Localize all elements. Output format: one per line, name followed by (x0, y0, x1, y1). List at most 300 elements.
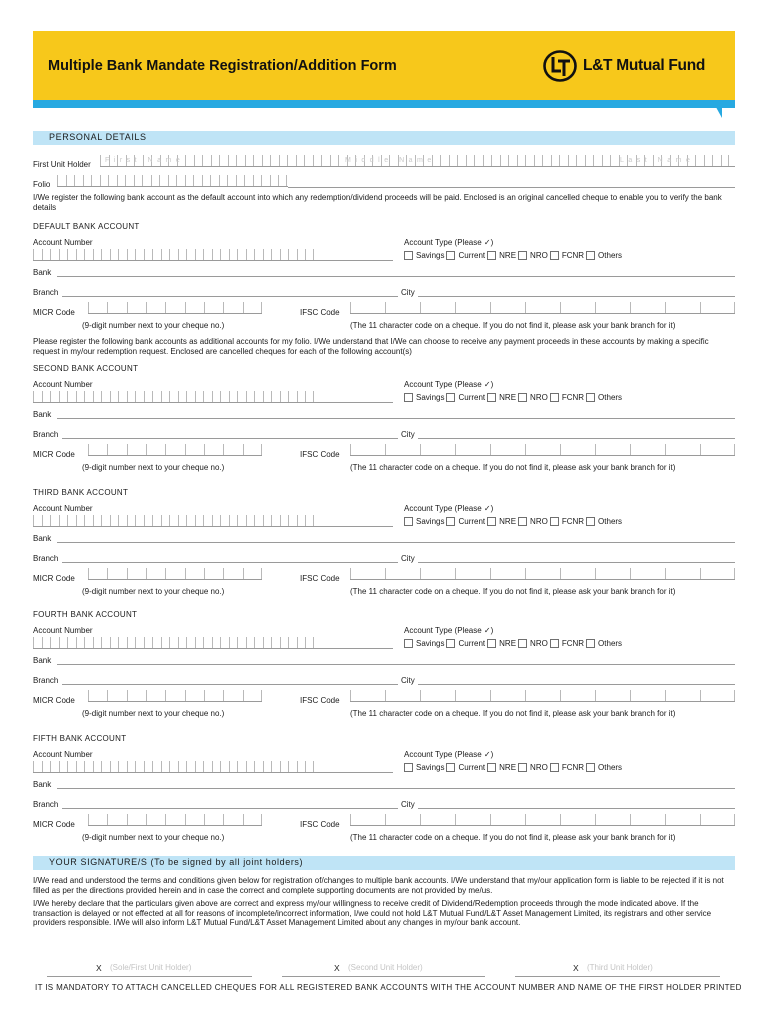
account-type-option[interactable] (550, 639, 584, 648)
char-box[interactable] (67, 249, 76, 260)
char-box[interactable] (630, 568, 665, 579)
name-char-box[interactable] (551, 155, 560, 166)
account-type-option[interactable] (487, 251, 516, 260)
char-box[interactable] (297, 515, 306, 526)
char-box[interactable] (204, 690, 223, 701)
char-box[interactable] (127, 814, 146, 825)
char-box[interactable] (117, 175, 126, 186)
char-box[interactable] (107, 568, 126, 579)
account-type-option[interactable] (518, 393, 548, 402)
char-box[interactable] (50, 761, 59, 772)
char-box[interactable] (110, 515, 119, 526)
name-char-box[interactable] (525, 155, 534, 166)
char-box[interactable] (455, 444, 490, 455)
char-box[interactable] (146, 814, 165, 825)
char-box[interactable] (280, 761, 289, 772)
char-box[interactable] (50, 249, 59, 260)
char-box[interactable] (455, 814, 490, 825)
char-box[interactable] (630, 302, 665, 313)
char-box[interactable] (288, 391, 297, 402)
name-char-box[interactable] (491, 155, 500, 166)
checkbox[interactable] (550, 251, 559, 260)
char-box[interactable] (127, 568, 146, 579)
char-box[interactable] (254, 637, 263, 648)
char-box[interactable] (67, 515, 76, 526)
account-type-option[interactable] (404, 393, 444, 402)
name-char-box[interactable] (517, 155, 526, 166)
account-type-option[interactable] (487, 517, 516, 526)
char-box[interactable] (118, 249, 127, 260)
name-char-box[interactable] (262, 155, 271, 166)
char-box[interactable] (101, 249, 110, 260)
char-box[interactable] (125, 175, 134, 186)
char-box[interactable] (212, 391, 221, 402)
char-box[interactable] (33, 637, 42, 648)
char-box[interactable] (261, 175, 270, 186)
char-box[interactable] (42, 249, 51, 260)
char-box[interactable] (243, 568, 262, 579)
char-box[interactable] (178, 391, 187, 402)
name-char-box[interactable] (602, 155, 611, 166)
checkbox[interactable] (586, 763, 595, 772)
char-box[interactable] (229, 515, 238, 526)
char-box[interactable] (297, 249, 306, 260)
name-char-box[interactable] (695, 155, 704, 166)
char-box[interactable] (178, 249, 187, 260)
char-box[interactable] (243, 444, 262, 455)
char-box[interactable] (297, 761, 306, 772)
char-box[interactable] (270, 175, 279, 186)
char-box[interactable] (350, 568, 385, 579)
char-box[interactable] (185, 690, 204, 701)
char-box[interactable] (254, 515, 263, 526)
char-box[interactable] (59, 761, 68, 772)
char-box[interactable] (203, 761, 212, 772)
name-char-box[interactable] (721, 155, 730, 166)
name-char-box[interactable] (449, 155, 458, 166)
char-box[interactable] (455, 568, 490, 579)
char-box[interactable] (118, 391, 127, 402)
account-type-option[interactable] (446, 639, 485, 648)
char-box[interactable] (127, 761, 136, 772)
char-box[interactable] (700, 444, 735, 455)
char-box[interactable] (229, 249, 238, 260)
char-box[interactable] (127, 690, 146, 701)
city-field[interactable] (418, 808, 735, 809)
char-box[interactable] (84, 761, 93, 772)
char-box[interactable] (350, 302, 385, 313)
char-box[interactable] (210, 175, 219, 186)
char-box[interactable] (146, 568, 165, 579)
char-box[interactable] (254, 249, 263, 260)
account-type-option[interactable] (487, 763, 516, 772)
char-box[interactable] (76, 249, 85, 260)
char-box[interactable] (220, 249, 229, 260)
char-box[interactable] (595, 568, 630, 579)
char-box[interactable] (560, 814, 595, 825)
char-box[interactable] (146, 444, 165, 455)
name-char-box[interactable] (236, 155, 245, 166)
char-box[interactable] (144, 249, 153, 260)
char-box[interactable] (101, 515, 110, 526)
char-box[interactable] (203, 249, 212, 260)
checkbox[interactable] (404, 517, 413, 526)
char-box[interactable] (280, 515, 289, 526)
signature-third-holder[interactable] (515, 962, 720, 978)
char-box[interactable] (161, 391, 170, 402)
account-number-field[interactable] (33, 761, 393, 773)
char-box[interactable] (237, 761, 246, 772)
char-box[interactable] (152, 637, 161, 648)
char-box[interactable] (254, 761, 263, 772)
char-box[interactable] (93, 761, 102, 772)
char-box[interactable] (220, 761, 229, 772)
char-box[interactable] (161, 637, 170, 648)
char-box[interactable] (169, 761, 178, 772)
char-box[interactable] (146, 302, 165, 313)
account-type-option[interactable] (550, 763, 584, 772)
char-box[interactable] (490, 302, 525, 313)
checkbox[interactable] (487, 639, 496, 648)
micr-code-field[interactable] (88, 814, 262, 826)
char-box[interactable] (152, 515, 161, 526)
char-box[interactable] (223, 302, 242, 313)
char-box[interactable] (107, 302, 126, 313)
char-box[interactable] (76, 391, 85, 402)
char-box[interactable] (665, 302, 700, 313)
char-box[interactable] (280, 249, 289, 260)
char-box[interactable] (490, 690, 525, 701)
char-box[interactable] (229, 761, 238, 772)
char-box[interactable] (169, 391, 178, 402)
name-char-box[interactable] (287, 155, 296, 166)
char-box[interactable] (278, 175, 287, 186)
char-box[interactable] (176, 175, 185, 186)
char-box[interactable] (118, 637, 127, 648)
char-box[interactable] (76, 637, 85, 648)
bank-name-field[interactable] (57, 542, 735, 543)
char-box[interactable] (244, 175, 253, 186)
char-box[interactable] (223, 568, 242, 579)
city-field[interactable] (418, 296, 735, 297)
char-box[interactable] (165, 814, 184, 825)
char-box[interactable] (84, 637, 93, 648)
char-box[interactable] (42, 637, 51, 648)
char-box[interactable] (665, 444, 700, 455)
name-char-box[interactable] (466, 155, 475, 166)
checkbox[interactable] (518, 639, 527, 648)
char-box[interactable] (193, 175, 202, 186)
checkbox[interactable] (586, 251, 595, 260)
checkbox[interactable] (586, 517, 595, 526)
char-box[interactable] (127, 302, 146, 313)
branch-field[interactable] (62, 438, 398, 439)
char-box[interactable] (305, 637, 314, 648)
char-box[interactable] (350, 444, 385, 455)
char-box[interactable] (186, 761, 195, 772)
char-box[interactable] (161, 249, 170, 260)
checkbox[interactable] (446, 517, 455, 526)
name-char-box[interactable] (279, 155, 288, 166)
char-box[interactable] (420, 690, 455, 701)
char-box[interactable] (237, 249, 246, 260)
char-box[interactable] (33, 249, 42, 260)
char-box[interactable] (420, 302, 455, 313)
char-box[interactable] (243, 814, 262, 825)
char-box[interactable] (42, 391, 51, 402)
char-box[interactable] (135, 391, 144, 402)
char-box[interactable] (212, 515, 221, 526)
char-box[interactable] (67, 637, 76, 648)
char-box[interactable] (195, 391, 204, 402)
char-box[interactable] (630, 444, 665, 455)
char-box[interactable] (42, 515, 51, 526)
char-box[interactable] (127, 249, 136, 260)
name-char-box[interactable] (704, 155, 713, 166)
ifsc-code-field[interactable] (350, 690, 735, 702)
checkbox[interactable] (518, 517, 527, 526)
account-type-option[interactable] (446, 251, 485, 260)
char-box[interactable] (57, 175, 66, 186)
account-type-option[interactable] (446, 517, 485, 526)
char-box[interactable] (525, 814, 560, 825)
name-char-box[interactable] (270, 155, 279, 166)
char-box[interactable] (84, 391, 93, 402)
account-type-option[interactable] (586, 251, 622, 260)
micr-code-field[interactable] (88, 568, 262, 580)
char-box[interactable] (169, 249, 178, 260)
name-char-box[interactable] (457, 155, 466, 166)
char-box[interactable] (142, 175, 151, 186)
char-box[interactable] (127, 444, 146, 455)
name-char-box[interactable] (610, 155, 619, 166)
checkbox[interactable] (487, 251, 496, 260)
char-box[interactable] (595, 690, 630, 701)
char-box[interactable] (385, 302, 420, 313)
char-box[interactable] (246, 515, 255, 526)
char-box[interactable] (288, 249, 297, 260)
char-box[interactable] (93, 249, 102, 260)
char-box[interactable] (33, 391, 42, 402)
char-box[interactable] (165, 302, 184, 313)
char-box[interactable] (220, 391, 229, 402)
char-box[interactable] (151, 175, 160, 186)
char-box[interactable] (490, 444, 525, 455)
char-box[interactable] (152, 249, 161, 260)
char-box[interactable] (350, 814, 385, 825)
char-box[interactable] (665, 690, 700, 701)
name-char-box[interactable] (321, 155, 330, 166)
city-field[interactable] (418, 438, 735, 439)
char-box[interactable] (178, 515, 187, 526)
char-box[interactable] (195, 515, 204, 526)
char-box[interactable] (455, 690, 490, 701)
account-type-option[interactable] (518, 517, 548, 526)
name-char-box[interactable] (500, 155, 509, 166)
char-box[interactable] (246, 249, 255, 260)
checkbox[interactable] (446, 393, 455, 402)
char-box[interactable] (700, 690, 735, 701)
char-box[interactable] (204, 302, 223, 313)
bank-name-field[interactable] (57, 418, 735, 419)
account-type-option[interactable] (404, 517, 444, 526)
micr-code-field[interactable] (88, 302, 262, 314)
char-box[interactable] (101, 391, 110, 402)
char-box[interactable] (212, 761, 221, 772)
char-box[interactable] (76, 761, 85, 772)
account-type-option[interactable] (586, 763, 622, 772)
char-box[interactable] (202, 175, 211, 186)
branch-field[interactable] (62, 808, 398, 809)
char-box[interactable] (127, 515, 136, 526)
char-box[interactable] (271, 515, 280, 526)
char-box[interactable] (88, 568, 107, 579)
name-char-box[interactable] (712, 155, 721, 166)
char-box[interactable] (100, 175, 109, 186)
char-box[interactable] (385, 444, 420, 455)
char-box[interactable] (144, 761, 153, 772)
name-char-box[interactable] (568, 155, 577, 166)
char-box[interactable] (107, 444, 126, 455)
char-box[interactable] (144, 515, 153, 526)
char-box[interactable] (525, 690, 560, 701)
char-box[interactable] (74, 175, 83, 186)
account-number-field[interactable] (33, 515, 393, 527)
char-box[interactable] (305, 515, 314, 526)
char-box[interactable] (135, 515, 144, 526)
name-char-box[interactable] (330, 155, 339, 166)
char-box[interactable] (84, 249, 93, 260)
char-box[interactable] (204, 814, 223, 825)
char-box[interactable] (50, 637, 59, 648)
account-type-option[interactable] (550, 393, 584, 402)
char-box[interactable] (135, 637, 144, 648)
char-box[interactable] (288, 515, 297, 526)
checkbox[interactable] (487, 393, 496, 402)
char-box[interactable] (118, 761, 127, 772)
name-char-box[interactable] (440, 155, 449, 166)
checkbox[interactable] (446, 763, 455, 772)
char-box[interactable] (223, 814, 242, 825)
char-box[interactable] (107, 690, 126, 701)
char-box[interactable] (93, 391, 102, 402)
account-type-option[interactable] (518, 639, 548, 648)
city-field[interactable] (418, 684, 735, 685)
char-box[interactable] (110, 637, 119, 648)
bank-name-field[interactable] (57, 788, 735, 789)
folio-field[interactable] (57, 175, 288, 187)
char-box[interactable] (297, 391, 306, 402)
char-box[interactable] (101, 761, 110, 772)
bank-name-field[interactable] (57, 664, 735, 665)
char-box[interactable] (168, 175, 177, 186)
char-box[interactable] (420, 568, 455, 579)
char-box[interactable] (204, 568, 223, 579)
name-char-box[interactable] (211, 155, 220, 166)
char-box[interactable] (263, 637, 272, 648)
char-box[interactable] (110, 761, 119, 772)
account-type-option[interactable] (586, 393, 622, 402)
char-box[interactable] (76, 515, 85, 526)
checkbox[interactable] (404, 639, 413, 648)
char-box[interactable] (144, 637, 153, 648)
char-box[interactable] (455, 302, 490, 313)
char-box[interactable] (178, 637, 187, 648)
checkbox[interactable] (446, 639, 455, 648)
checkbox[interactable] (550, 393, 559, 402)
char-box[interactable] (186, 391, 195, 402)
name-char-box[interactable] (245, 155, 254, 166)
branch-field[interactable] (62, 296, 398, 297)
char-box[interactable] (185, 814, 204, 825)
account-type-option[interactable] (404, 763, 444, 772)
bank-name-field[interactable] (57, 276, 735, 277)
char-box[interactable] (385, 814, 420, 825)
signature-first-holder[interactable] (47, 962, 252, 978)
char-box[interactable] (110, 391, 119, 402)
char-box[interactable] (59, 249, 68, 260)
char-box[interactable] (88, 690, 107, 701)
char-box[interactable] (246, 391, 255, 402)
char-box[interactable] (630, 814, 665, 825)
char-box[interactable] (212, 249, 221, 260)
name-char-box[interactable] (253, 155, 262, 166)
char-box[interactable] (204, 444, 223, 455)
checkbox[interactable] (586, 639, 595, 648)
char-box[interactable] (50, 515, 59, 526)
account-type-option[interactable] (487, 639, 516, 648)
char-box[interactable] (271, 391, 280, 402)
char-box[interactable] (237, 391, 246, 402)
char-box[interactable] (135, 249, 144, 260)
char-box[interactable] (263, 249, 272, 260)
char-box[interactable] (700, 302, 735, 313)
char-box[interactable] (186, 249, 195, 260)
account-type-option[interactable] (404, 639, 444, 648)
checkbox[interactable] (487, 763, 496, 772)
char-box[interactable] (186, 637, 195, 648)
char-box[interactable] (59, 515, 68, 526)
char-box[interactable] (227, 175, 236, 186)
char-box[interactable] (203, 391, 212, 402)
char-box[interactable] (271, 761, 280, 772)
account-number-field[interactable] (33, 249, 393, 261)
char-box[interactable] (254, 391, 263, 402)
char-box[interactable] (152, 391, 161, 402)
char-box[interactable] (595, 444, 630, 455)
account-type-option[interactable] (404, 251, 444, 260)
char-box[interactable] (108, 175, 117, 186)
name-char-box[interactable] (185, 155, 194, 166)
char-box[interactable] (243, 302, 262, 313)
char-box[interactable] (169, 515, 178, 526)
char-box[interactable] (420, 444, 455, 455)
char-box[interactable] (271, 637, 280, 648)
char-box[interactable] (161, 515, 170, 526)
signature-second-holder[interactable] (282, 962, 485, 978)
checkbox[interactable] (404, 763, 413, 772)
char-box[interactable] (490, 814, 525, 825)
char-box[interactable] (165, 568, 184, 579)
branch-field[interactable] (62, 562, 398, 563)
char-box[interactable] (107, 814, 126, 825)
char-box[interactable] (253, 175, 262, 186)
char-box[interactable] (42, 761, 51, 772)
account-type-option[interactable] (446, 393, 485, 402)
char-box[interactable] (134, 175, 143, 186)
char-box[interactable] (223, 444, 242, 455)
char-box[interactable] (350, 690, 385, 701)
